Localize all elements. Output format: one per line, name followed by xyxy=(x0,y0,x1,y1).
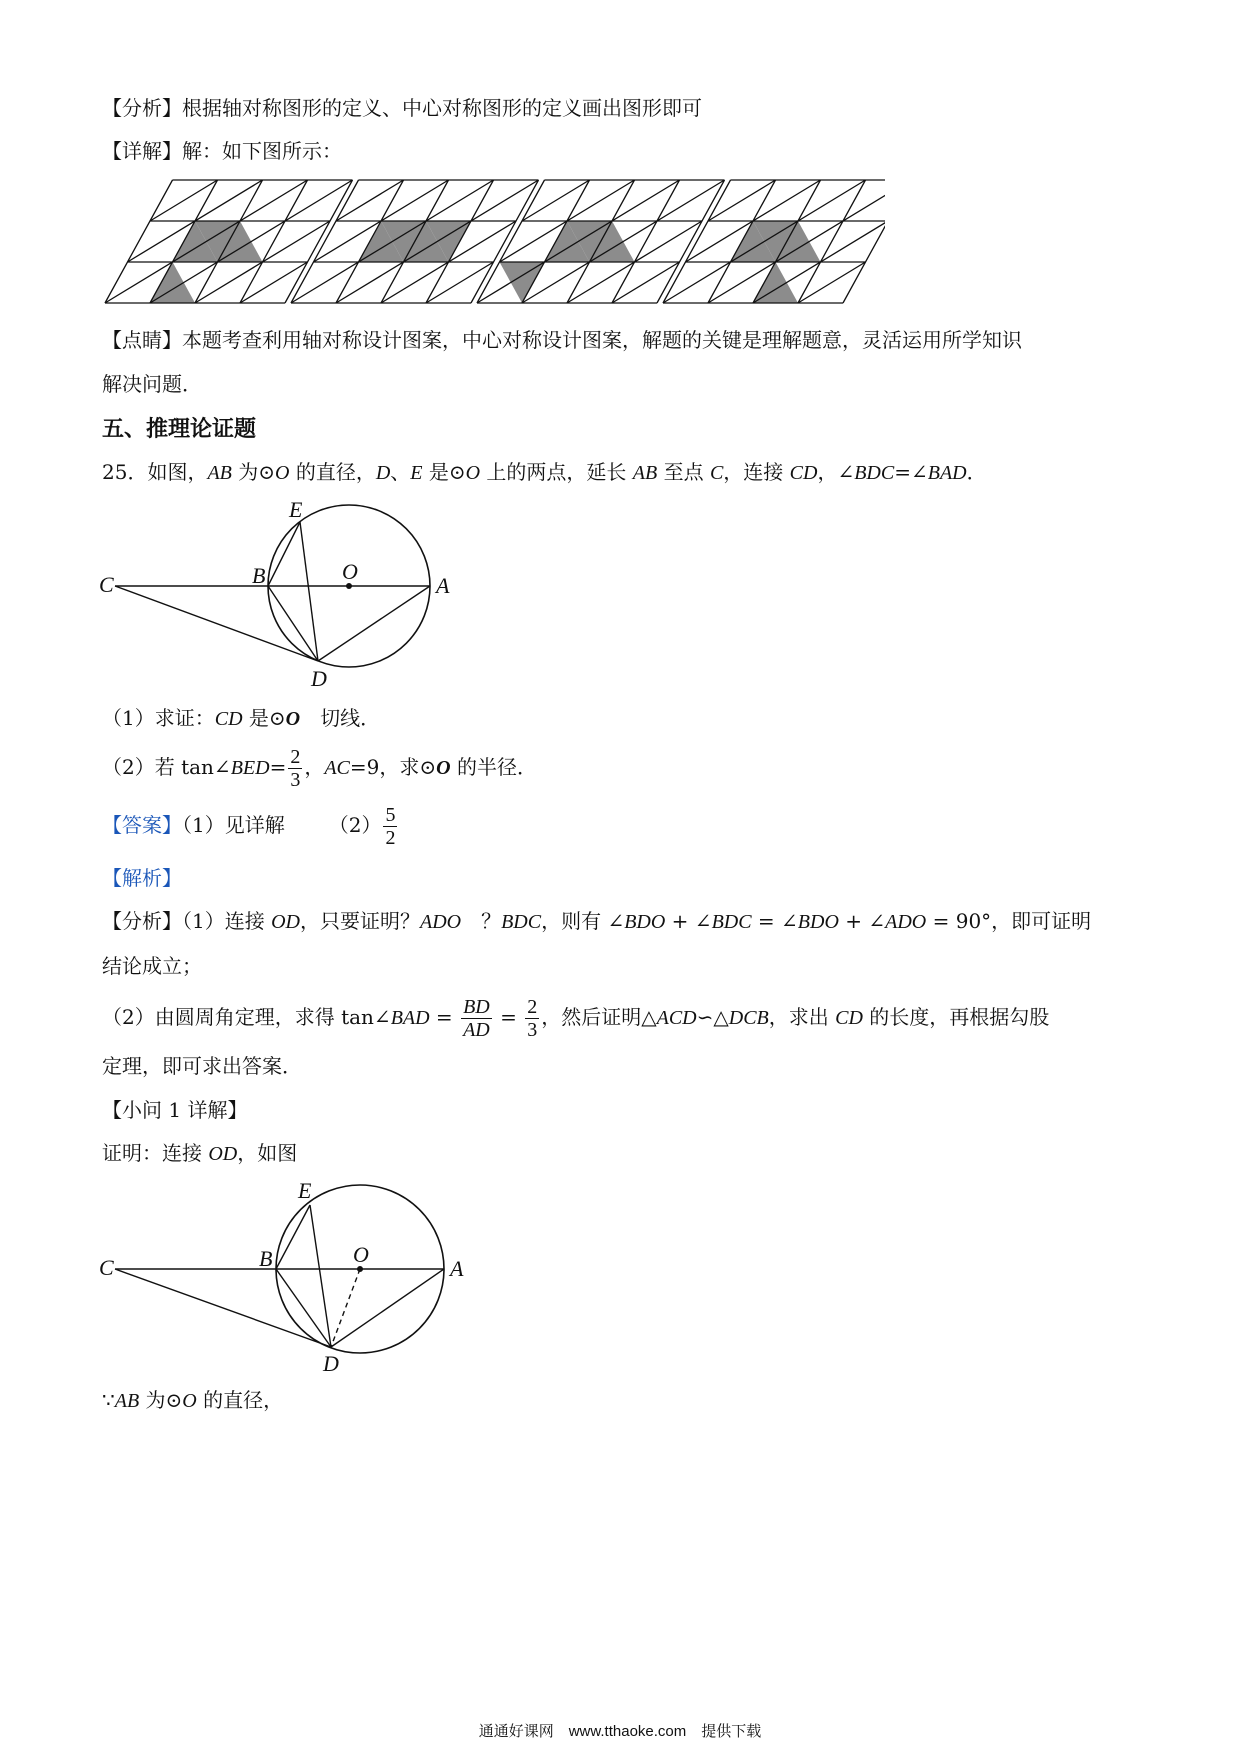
question-25: 25．如图，AB 为⊙O 的直径，D、E 是⊙O 上的两点，延长 AB 至点 C，连接 CD，∠BDC=∠BAD． xyxy=(102,460,987,484)
grid-line xyxy=(150,180,218,221)
fraction-bd-ad: $\frac{BD}{AD}$ xyxy=(463,996,490,1041)
answer-line: 【答案】（1）见详解 （2） $\frac{5}{2}$ xyxy=(102,804,396,849)
shaded-triangle xyxy=(753,262,798,303)
label-b-2: B xyxy=(259,1246,273,1271)
shaded-triangle xyxy=(150,262,195,303)
circle-figure-2 xyxy=(95,1175,475,1380)
grid-line xyxy=(612,262,680,303)
remark-line-cont: 解决问题． xyxy=(102,372,202,396)
grid-line xyxy=(426,262,494,303)
shaded-triangle xyxy=(500,262,545,303)
label-c: C xyxy=(99,572,114,597)
because-line: ∵AB 为⊙O 的直径， xyxy=(102,1388,284,1412)
label-o: O xyxy=(342,559,358,584)
proof-line: 证明：连接 OD，如图 xyxy=(102,1141,298,1165)
label-a: A xyxy=(436,573,450,598)
jiexi-label: 【解析】 xyxy=(102,866,182,890)
rhombus-grid-4 xyxy=(663,180,885,303)
rhombus-grid-3 xyxy=(477,180,725,303)
rhombus-grid-2 xyxy=(291,180,539,303)
grid-line xyxy=(843,180,885,303)
grid-line xyxy=(240,262,308,303)
rhombus-grid-1 xyxy=(105,180,353,303)
part-1: （1）求证：CD 是⊙O 切线． xyxy=(102,706,381,730)
line-bd-2 xyxy=(276,1269,331,1347)
line-eb xyxy=(268,522,300,586)
fraction-2-3: $\frac{2}{3}$ xyxy=(290,746,301,791)
line-cd xyxy=(115,586,318,661)
label-e: E xyxy=(289,497,303,522)
grid-line xyxy=(708,180,776,221)
part-2: （2）若 tan∠BED= $\frac{2}{3}$ ，AC=9，求⊙O 的半径． xyxy=(102,746,537,791)
label-b: B xyxy=(252,563,266,588)
grid-line xyxy=(522,180,590,221)
line-ed-2 xyxy=(310,1205,331,1347)
remark-line: 【点睛】本题考查利用轴对称设计图案，中心对称设计图案，解题的关键是理解题意，灵活运用所学知识 xyxy=(102,328,1022,352)
label-o-2: O xyxy=(353,1242,369,1267)
line-bd xyxy=(268,586,318,661)
line-ad-2 xyxy=(331,1269,444,1347)
detail-line: 【详解】解：如下图所示： xyxy=(102,139,342,163)
grid-line xyxy=(336,180,404,221)
section-title: 五、推理论证题 xyxy=(102,416,257,442)
label-a-2: A xyxy=(450,1256,464,1281)
analysis-part-2-cont: 定理，即可求出答案． xyxy=(102,1054,302,1078)
label-d-2: D xyxy=(323,1351,339,1376)
fraction-2-3b: $\frac{2}{3}$ xyxy=(527,996,538,1041)
analysis-part-2: （2）由圆周角定理，求得 tan∠BAD = $\frac{BD}{AD}$ = $\frac{2}{3}$ ，然后证明△ACD∽△DCB，求出 CD 的长度，再根据勾股 xyxy=(102,996,1050,1041)
label-c-2: C xyxy=(99,1255,114,1280)
line-cd-2 xyxy=(115,1269,331,1347)
sub-question-1: 【小问 1 详解】 xyxy=(102,1098,248,1122)
analysis-line: 【分析】根据轴对称图形的定义、中心对称图形的定义画出图形即可 xyxy=(102,96,702,120)
label-e-2: E xyxy=(298,1178,312,1203)
line-od-dashed xyxy=(331,1269,360,1347)
label-d: D xyxy=(311,666,327,691)
line-eb-2 xyxy=(276,1205,310,1269)
line-ad xyxy=(318,586,430,661)
page-footer: 通通好课网 www.tthaoke.com 提供下载 xyxy=(478,1723,762,1740)
triangle-grid-figures xyxy=(95,175,885,315)
line-ed xyxy=(300,522,318,661)
grid-line xyxy=(798,262,866,303)
circle-figure-1 xyxy=(95,495,465,695)
analysis-part-1: 【分析】（1）连接 OD，只要证明？ADO ？BDC，则有 ∠BDO + ∠BDC = ∠BDO + ∠ADO = 90°，即可证明 xyxy=(102,909,1092,933)
analysis-part-1-cont: 结论成立； xyxy=(102,954,202,978)
fraction-5-2: $\frac{5}{2}$ xyxy=(385,804,396,849)
grid-line xyxy=(105,180,308,303)
